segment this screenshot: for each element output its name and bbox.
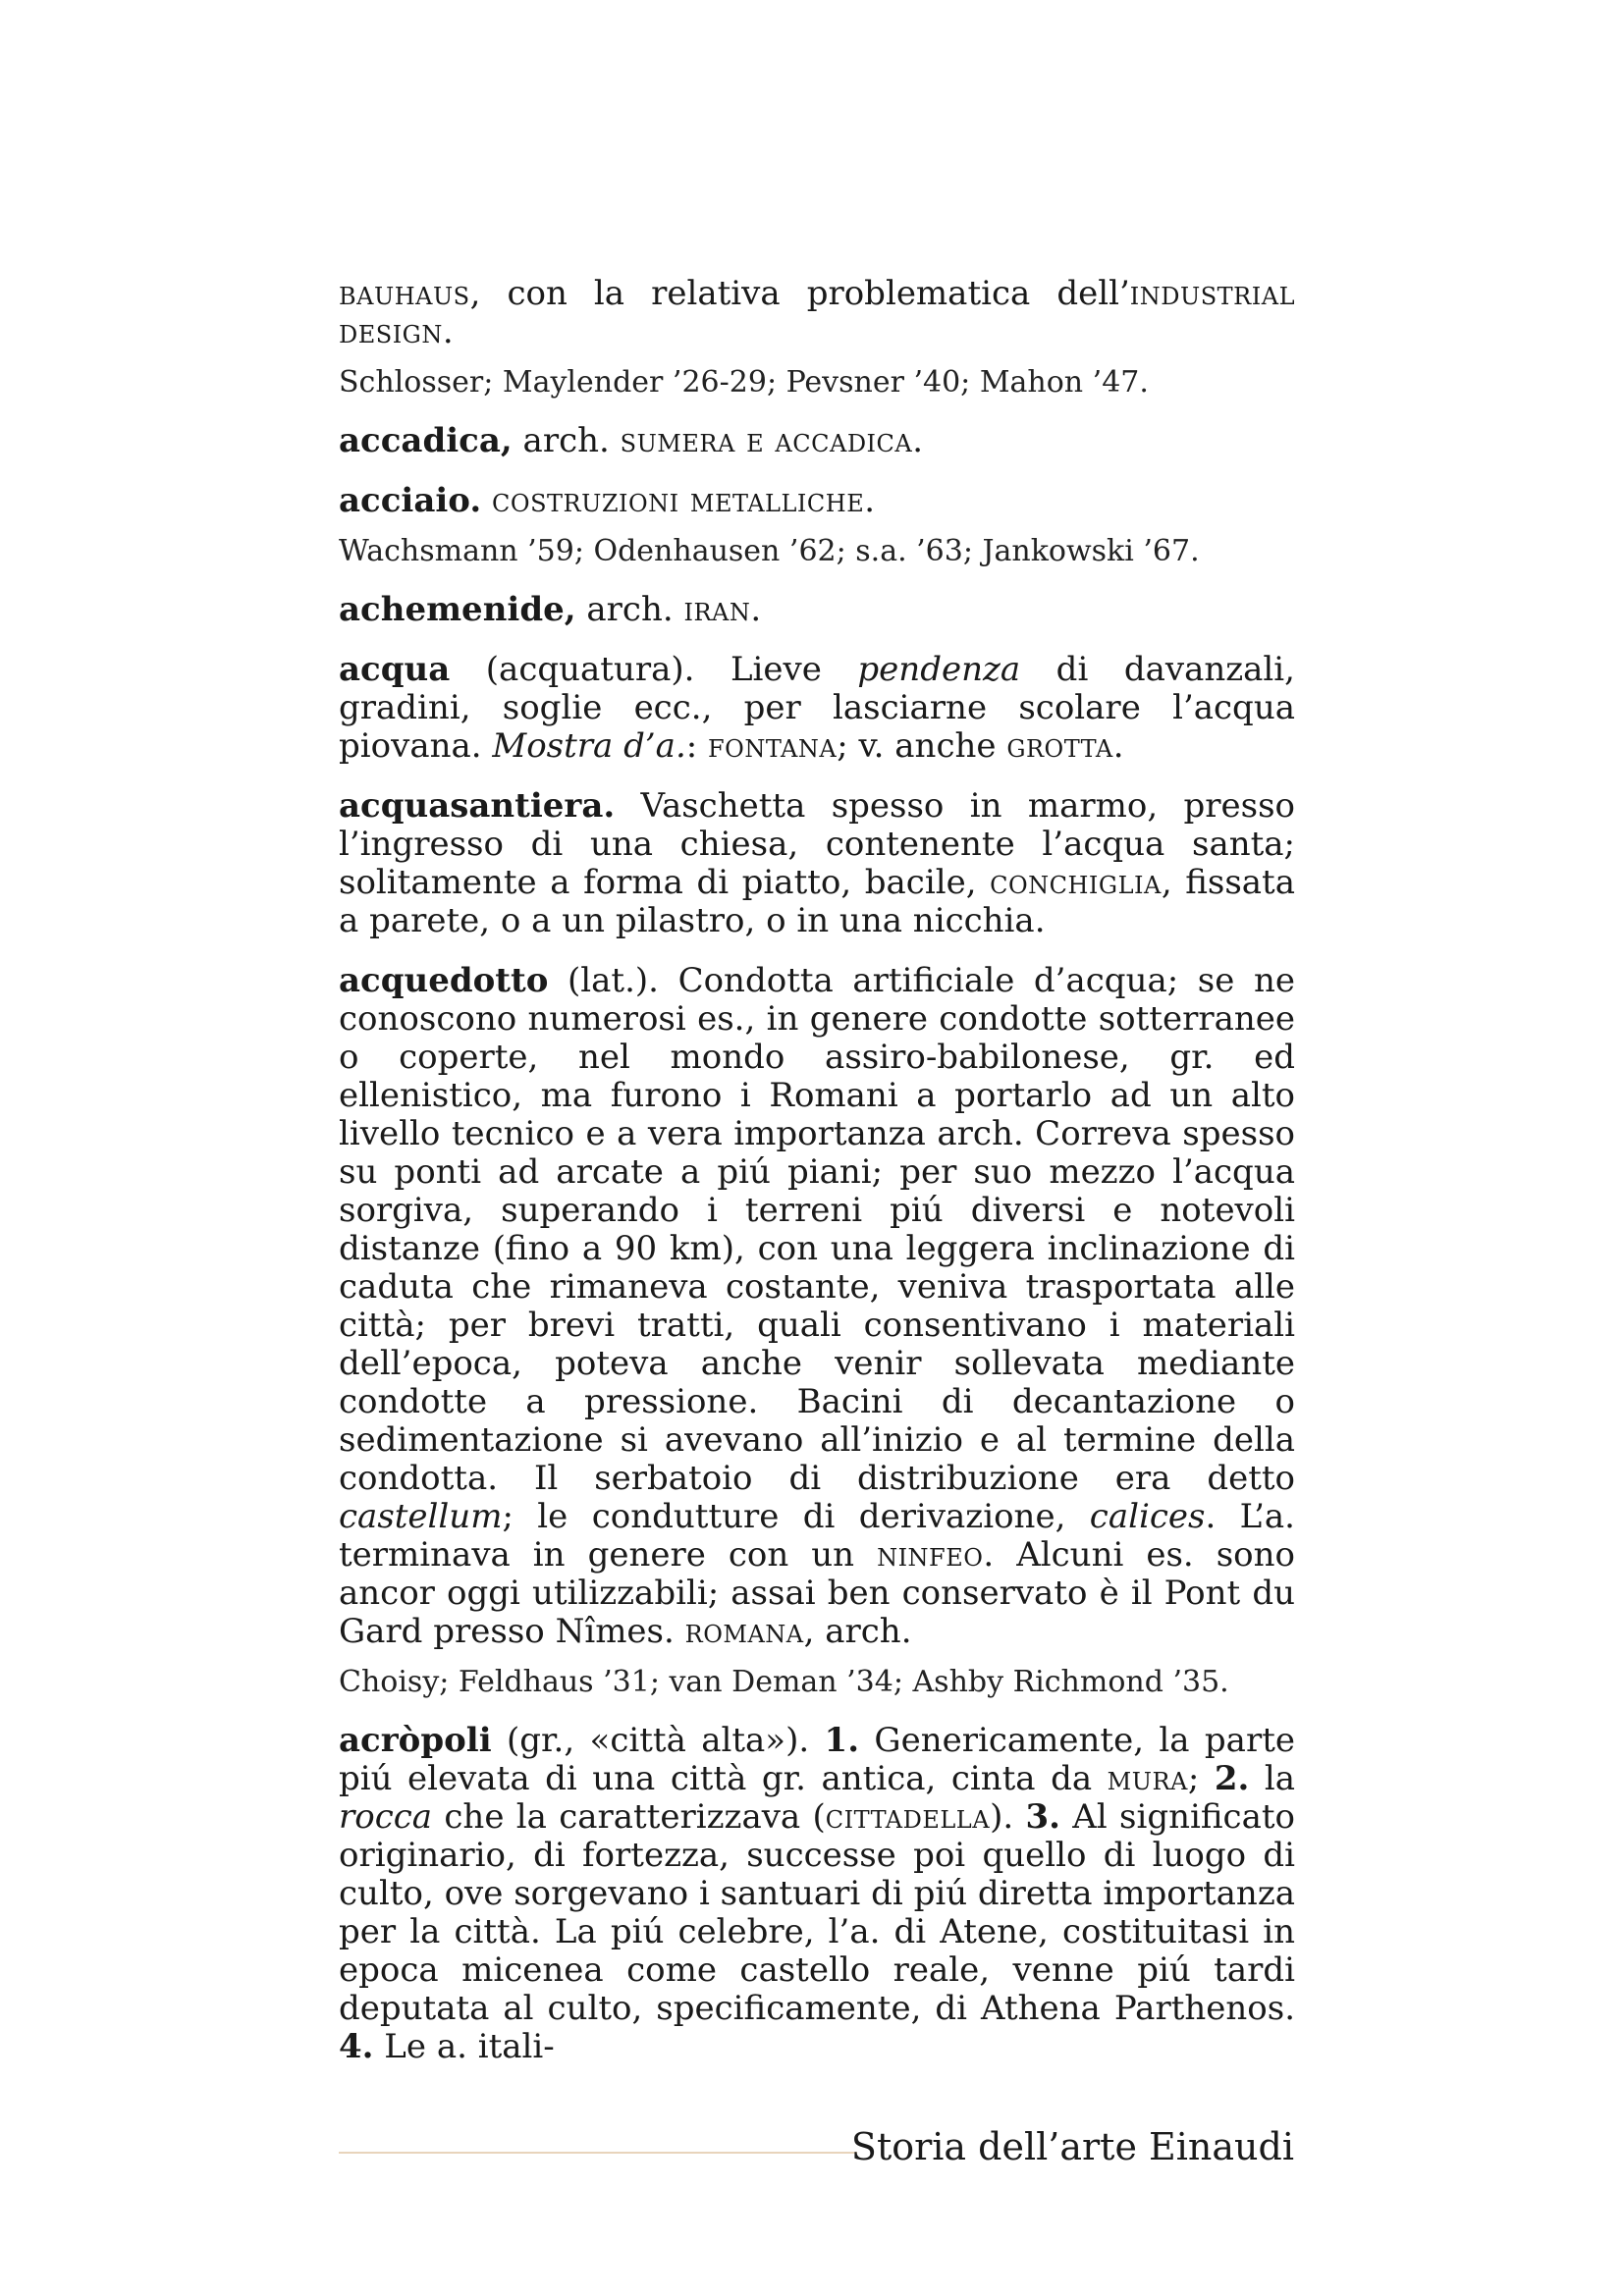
cross-ref: mura (1107, 1759, 1188, 1798)
cross-ref: costruzioni metalliche (492, 481, 865, 520)
entry-acquedotto: acquedotto (lat.). Condotta artificiale d’acqua; se ne conoscono numerosi es., in genere condotte sotterranee o coperte, nel mondo assiro-babilonese, gr. ed ellenistico, ma furono i Romani a portarlo ad un alto livello tecnico e a vera importanza arch. Correva spesso su ponti ad arcate a piú piani; per suo mezzo l’acqua sorgiva, superando i terreni piú diversi e notevoli distanze (fino a 90 km), con una leggera inclinazione di caduta che rimaneva costante, veniva trasportata alle città; per brevi tratti, quali consentivano i materiali dell’epoca, poteva anche venir sollevata mediante condotte a pressione. Bacini di decantazione o sedimentazione si avevano all’inizio e al termine della condotta. Il serbatoio di distribuzione era detto castellum; le condutture di derivazione, calices. L’a. terminava in genere con un ninfeo. Alcuni es. sono ancor oggi utilizzabili; assai ben conservato è il Pont du Gard presso Nîmes. romana, arch. (339, 961, 1296, 1651)
cross-ref: grotta (1006, 726, 1113, 766)
cross-ref: iran (683, 590, 751, 629)
entry-acqua: acqua (acquatura). Lieve pendenza di davanzali, gradini, soglie ecc., per lasciarne scolare l’acqua piovana. Mostra d’a.: fontana; v. anche grotta. (339, 650, 1295, 766)
entry-acropoli: acròpoli (gr., «città alta»). 1. Genericamente, la parte piú elevata di una città gr. antica, cinta da mura; 2. la rocca che la caratterizzava (cittadella). 3. Al significato originario, di fortezza, successe poi quello di luogo di culto, ove sorgevano i santuari di piú diretta importanza per la città. La piú celebre, l’a. di Atene, costituitasi in epoca micenea come castello reale, venne piú tardi deputata al culto, specificamente, di Athena Parthenos. 4. Le a. itali- (339, 1721, 1296, 2066)
footer-title: Storia dell’arte Einaudi (850, 2125, 1294, 2168)
cross-ref: bauhaus (339, 274, 470, 313)
cross-ref: ninfeo (877, 1535, 984, 1575)
cross-ref: conchiglia (990, 863, 1162, 902)
entry-headword: accadica, (339, 421, 513, 460)
entry-headword: acquedotto (339, 961, 549, 1000)
entry-accadica: accadica, arch. sumera e accadica. (339, 421, 924, 460)
bibliography-acciaio: Wachsmann ’59; Odenhausen ’62; s.a. ’63; Jankowski ’67. (339, 534, 1200, 568)
footer-rule (339, 2152, 857, 2154)
entry-headword: achemenide, (339, 590, 576, 629)
entry-bauhaus-continued: bauhaus, con la relativa problematica dell’industrial design. (339, 274, 1295, 351)
entry-headword: acqua (339, 650, 451, 689)
entry-acciaio: acciaio. costruzioni metalliche. (339, 481, 876, 520)
entry-headword: acròpoli (339, 1721, 492, 1760)
cross-ref: fontana (708, 726, 838, 766)
bibliography-bauhaus: Schlosser; Maylender ’26-29; Pevsner ’40; Mahon ’47. (339, 365, 1149, 400)
entry-achemenide: achemenide, arch. iran. (339, 590, 762, 629)
entry-headword: acciaio. (339, 481, 482, 520)
entry-acquasantiera: acquasantiera. Vaschetta spesso in marmo, presso l’ingresso di una chiesa, contenente l’acqua santa; solitamente a forma di piatto, bacile, conchiglia, fissata a parete, o a un pilastro, o in una nicchia. (339, 786, 1295, 940)
cross-ref: industrial design (339, 274, 1295, 351)
entry-headword: acquasantiera. (339, 786, 616, 826)
cross-ref: cittadella (825, 1797, 991, 1837)
page-body (339, 275, 1295, 2066)
cross-ref: romana (684, 1612, 804, 1651)
cross-ref: sumera e accadica (620, 421, 913, 460)
bibliography-acquedotto: Choisy; Feldhaus ’31; van Deman ’34; Ashby Richmond ’35. (339, 1665, 1229, 1699)
